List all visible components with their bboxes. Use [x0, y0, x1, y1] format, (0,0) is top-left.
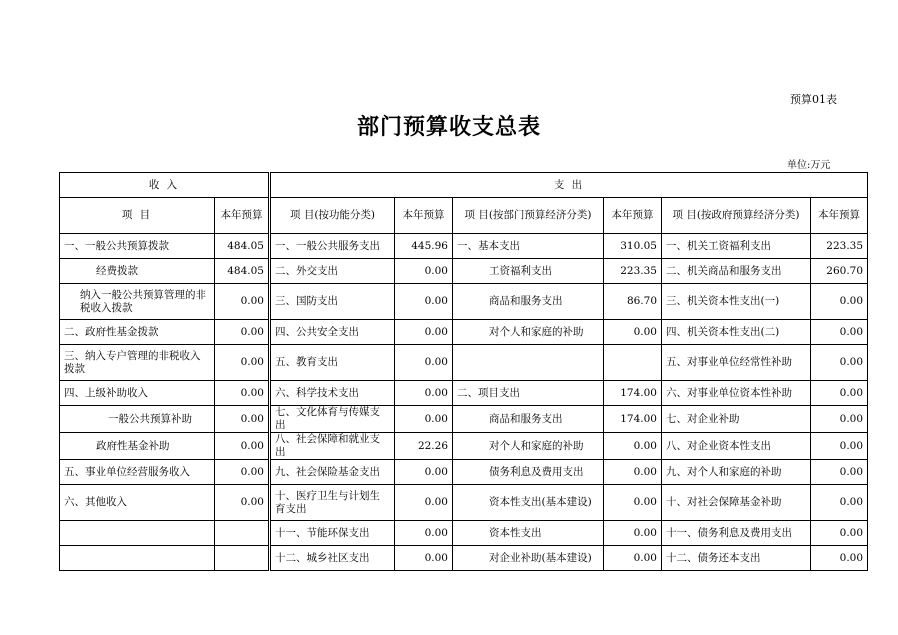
income-value-cell: 0.00 [215, 345, 270, 381]
table-row [60, 433, 868, 460]
dept-value-cell [604, 345, 662, 381]
table-row [60, 485, 868, 521]
dept-value-cell: 0.00 [604, 546, 662, 571]
gov-budget-header: 本年预算 [811, 198, 868, 234]
func-value-cell: 0.00 [395, 345, 453, 381]
income-item-cell: 六、其他收入 [60, 485, 215, 521]
form-code: 预算01表 [790, 93, 837, 106]
gov-value-cell: 260.70 [811, 259, 868, 284]
income-item-cell [60, 546, 215, 571]
gov-item-cell: 八、对企业资本性支出 [662, 433, 811, 460]
gov-value-cell: 0.00 [811, 345, 868, 381]
gov-item-cell: 五、对事业单位经常性补助 [662, 345, 811, 381]
gov-value-cell: 0.00 [811, 433, 868, 460]
gov-item-cell: 六、对事业单位资本性补助 [662, 381, 811, 406]
gov-item-cell: 十一、债务利息及费用支出 [662, 521, 811, 546]
income-item-cell [60, 521, 215, 546]
income-value-cell: 484.05 [215, 259, 270, 284]
dept-item-header: 项 目(按部门预算经济分类) [453, 198, 604, 234]
func-value-cell: 0.00 [395, 546, 453, 571]
dept-item-cell: 债务利息及费用支出 [453, 460, 604, 485]
func-item-cell: 一、一般公共服务支出 [270, 234, 395, 259]
income-item-header: 项 目 [60, 198, 215, 234]
unit-label: 单位:万元 [787, 160, 831, 171]
dept-item-cell: 二、项目支出 [453, 381, 604, 406]
income-item-cell: 政府性基金补助 [60, 433, 215, 460]
dept-value-cell: 174.00 [604, 381, 662, 406]
dept-value-cell: 0.00 [604, 320, 662, 345]
gov-item-header: 项 目(按政府预算经济分类) [662, 198, 811, 234]
dept-value-cell: 0.00 [604, 521, 662, 546]
table-row [60, 284, 868, 320]
dept-item-cell: 资本性支出 [453, 521, 604, 546]
func-value-cell: 0.00 [395, 259, 453, 284]
income-item-cell: 纳入一般公共预算管理的非税收入拨款 [60, 284, 215, 320]
func-value-cell: 0.00 [395, 521, 453, 546]
gov-item-cell: 一、机关工资福利支出 [662, 234, 811, 259]
gov-item-cell: 十二、债务还本支出 [662, 546, 811, 571]
income-value-cell: 0.00 [215, 433, 270, 460]
dept-value-cell: 174.00 [604, 406, 662, 433]
func-value-cell: 0.00 [395, 381, 453, 406]
gov-value-cell: 0.00 [811, 546, 868, 571]
func-value-cell: 0.00 [395, 320, 453, 345]
dept-item-cell: 对企业补助(基本建设) [453, 546, 604, 571]
func-budget-header: 本年预算 [395, 198, 453, 234]
gov-value-cell: 0.00 [811, 521, 868, 546]
func-item-cell: 五、教育支出 [270, 345, 395, 381]
func-item-cell: 十一、节能环保支出 [270, 521, 395, 546]
dept-budget-header: 本年预算 [604, 198, 662, 234]
func-value-cell: 22.26 [395, 433, 453, 460]
dept-item-cell: 工资福利支出 [453, 259, 604, 284]
func-item-cell: 十、医疗卫生与计划生育支出 [270, 485, 395, 521]
table-row [60, 345, 868, 381]
income-item-cell: 二、政府性基金拨款 [60, 320, 215, 345]
gov-value-cell: 0.00 [811, 284, 868, 320]
gov-item-cell: 七、对企业补助 [662, 406, 811, 433]
func-item-cell: 八、社会保障和就业支出 [270, 433, 395, 460]
income-value-cell: 0.00 [215, 284, 270, 320]
dept-item-cell: 对个人和家庭的补助 [453, 433, 604, 460]
income-budget-header: 本年预算 [215, 198, 270, 234]
table-row [60, 546, 868, 571]
dept-item-cell: 资本性支出(基本建设) [453, 485, 604, 521]
dept-value-cell: 86.70 [604, 284, 662, 320]
gov-value-cell: 0.00 [811, 320, 868, 345]
gov-value-cell: 223.35 [811, 234, 868, 259]
gov-item-cell: 九、对个人和家庭的补助 [662, 460, 811, 485]
func-value-cell: 0.00 [395, 460, 453, 485]
func-item-cell: 六、科学技术支出 [270, 381, 395, 406]
func-value-cell: 0.00 [395, 284, 453, 320]
table-row [60, 381, 868, 406]
func-value-cell: 0.00 [395, 485, 453, 521]
func-item-cell: 十二、城乡社区支出 [270, 546, 395, 571]
dept-item-cell: 对个人和家庭的补助 [453, 320, 604, 345]
table-row [60, 320, 868, 345]
func-item-cell: 二、外交支出 [270, 259, 395, 284]
dept-value-cell: 0.00 [604, 433, 662, 460]
dept-item-cell: 商品和服务支出 [453, 284, 604, 320]
income-item-cell: 经费拨款 [60, 259, 215, 284]
dept-value-cell: 0.00 [604, 460, 662, 485]
gov-value-cell: 0.00 [811, 381, 868, 406]
income-item-cell: 三、纳入专户管理的非税收入拨款 [60, 345, 215, 381]
dept-item-cell: 一、基本支出 [453, 234, 604, 259]
gov-item-cell: 三、机关资本性支出(一) [662, 284, 811, 320]
income-item-cell: 一、一般公共预算拨款 [60, 234, 215, 259]
expense-header: 支 出 [270, 173, 868, 198]
func-item-header: 项 目(按功能分类) [270, 198, 395, 234]
income-header: 收 入 [60, 173, 270, 198]
income-value-cell [215, 546, 270, 571]
dept-value-cell: 310.05 [604, 234, 662, 259]
income-value-cell: 484.05 [215, 234, 270, 259]
gov-value-cell: 0.00 [811, 406, 868, 433]
income-item-cell: 一般公共预算补助 [60, 406, 215, 433]
income-value-cell: 0.00 [215, 485, 270, 521]
func-item-cell: 三、国防支出 [270, 284, 395, 320]
table-row [60, 406, 868, 433]
income-value-cell: 0.00 [215, 460, 270, 485]
dept-value-cell: 223.35 [604, 259, 662, 284]
income-value-cell [215, 521, 270, 546]
income-value-cell: 0.00 [215, 320, 270, 345]
table-row [60, 234, 868, 259]
table-row [60, 521, 868, 546]
gov-value-cell: 0.00 [811, 485, 868, 521]
dept-item-cell: 商品和服务支出 [453, 406, 604, 433]
gov-item-cell: 四、机关资本性支出(二) [662, 320, 811, 345]
func-item-cell: 九、社会保险基金支出 [270, 460, 395, 485]
func-value-cell: 445.96 [395, 234, 453, 259]
income-value-cell: 0.00 [215, 406, 270, 433]
func-value-cell: 0.00 [395, 406, 453, 433]
income-value-cell: 0.00 [215, 381, 270, 406]
func-item-cell: 七、文化体育与传媒支出 [270, 406, 395, 433]
table-row [60, 259, 868, 284]
table-row [60, 460, 868, 485]
income-item-cell: 四、上级补助收入 [60, 381, 215, 406]
dept-item-cell [453, 345, 604, 381]
gov-value-cell: 0.00 [811, 460, 868, 485]
dept-value-cell: 0.00 [604, 485, 662, 521]
gov-item-cell: 十、对社会保障基金补助 [662, 485, 811, 521]
page-title: 部门预算收支总表 [356, 115, 541, 140]
income-item-cell: 五、事业单位经营服务收入 [60, 460, 215, 485]
budget-table [59, 172, 868, 571]
func-item-cell: 四、公共安全支出 [270, 320, 395, 345]
gov-item-cell: 二、机关商品和服务支出 [662, 259, 811, 284]
